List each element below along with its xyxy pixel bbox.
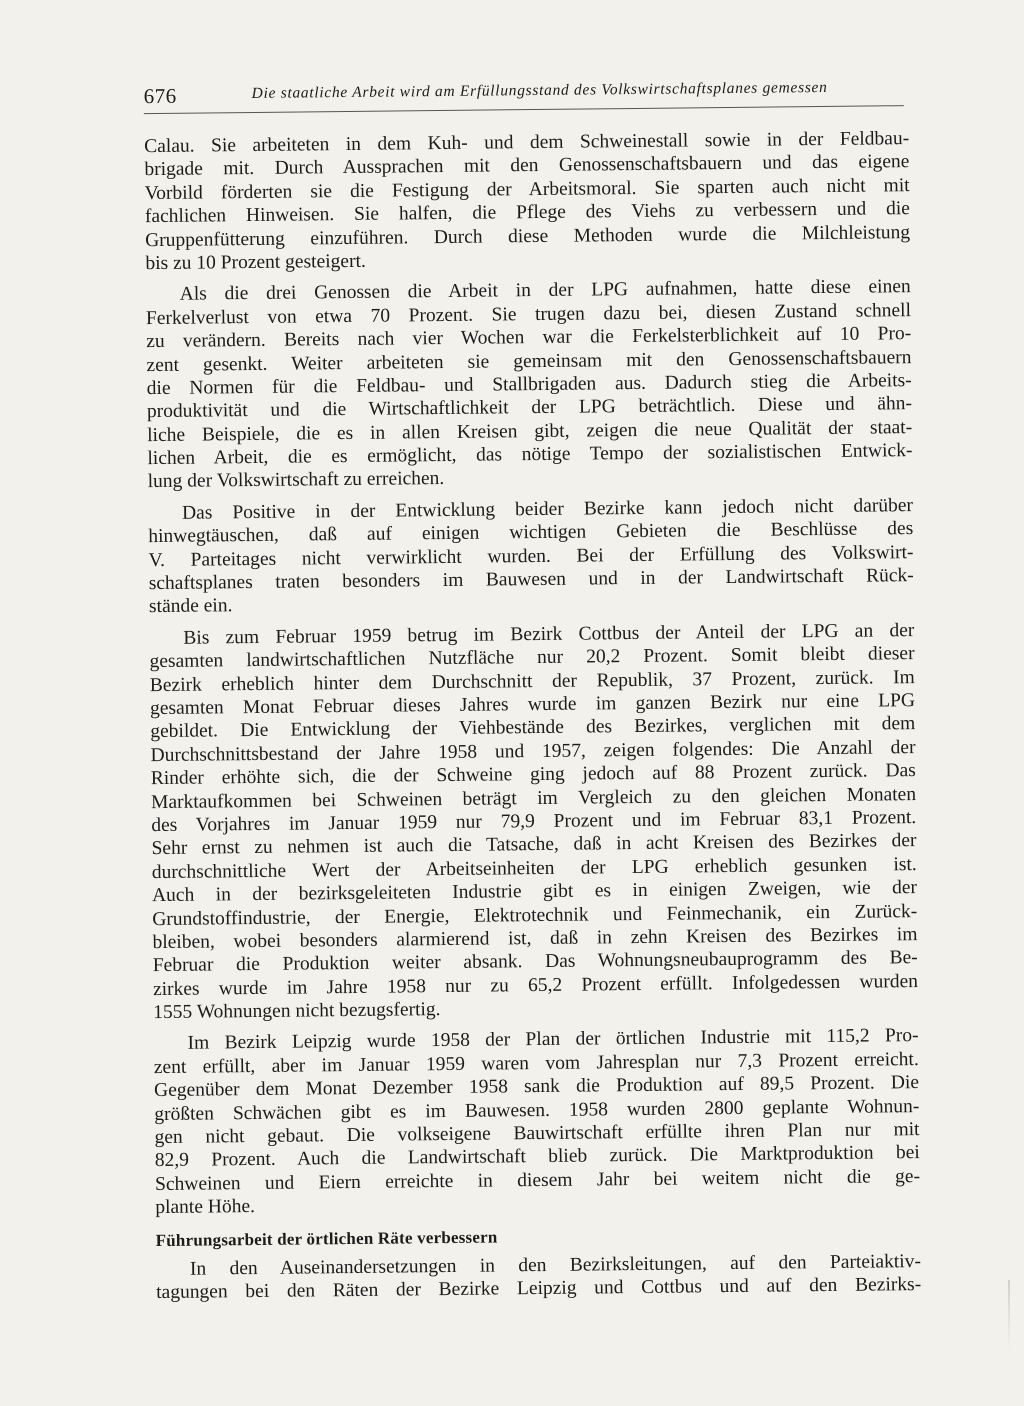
text-line: Im Bezirk Leipzig wurde 1958 der Plan der örtlichen Industrie mit 115,2 Pro- (187, 1025, 919, 1055)
paragraph-1 (144, 127, 910, 275)
text-line: In den Auseinandersetzungen in den Bezirksleitungen, auf den Parteiaktiv- (189, 1250, 922, 1280)
text-line: Rinder erhöhte sich, die der Schweine ging jedoch auf 88 Prozent zurück. Das (150, 760, 916, 790)
text-line: Vorbild förderten sie die Festigung der Arbeitsmoral. Sie sparten auch nicht mit (144, 174, 910, 204)
text-line: zent gesenkt. Weiter arbeiteten sie gemeinsam mit den Genossenschaftsbauern (146, 346, 912, 376)
text-line: des Vorjahres im Januar 1959 nur 79,9 Prozent und im Februar 83,1 Prozent. (151, 807, 917, 837)
text-line: 82,9 Prozent. Auch die Landwirtschaft blieb zurück. Die Marktproduktion bei (154, 1142, 920, 1172)
text-line: gebildet. Die Entwicklung der Viehbestände des Bezirkes, verglichen mit dem (150, 713, 916, 743)
text-line: Schweinen und Eiern erreichte in diesem Jahr bei weitem nicht die ge- (154, 1165, 921, 1195)
paragraph-3 (148, 494, 914, 619)
text-line: Gegenüber dem Monat Dezember 1958 sank die Produktion auf 89,5 Prozent. Die (153, 1072, 920, 1102)
paragraph-6 (156, 1250, 921, 1305)
text-line: Auch in der bezirksgeleiteten Industrie gibt es in einigen Zweigen, wie der (151, 877, 918, 907)
page-number: 676 (143, 83, 177, 109)
text-line: Durchschnittsbestand der Jahre 1958 und 1957, zeigen folgendes: Die Anzahl der (150, 736, 916, 766)
text-line: durchschnittliche Wert der Arbeitseinheiten der LPG erheblich gesunken ist. (151, 853, 917, 883)
text-line: stände ein. (148, 595, 233, 618)
text-line: Marktaufkommen bei Schweinen beträgt im Vergleich zu den gleichen Monaten (150, 783, 917, 813)
running-title: Die staatliche Arbeit wird am Erfüllungsstand des Volkswirtschaftsplanes gemessen (251, 78, 828, 102)
text-line: 1555 Wohnungen nicht bezugsfertig. (153, 999, 441, 1024)
text-line: lung der Volkswirtschaft zu erreichen. (147, 468, 445, 493)
text-line: zu verändern. Bereits nach vier Wochen war die Ferkelsterblichkeit auf 10 Pro- (146, 323, 912, 353)
text-line: Als die drei Genossen die Arbeit in der LPG aufnahmen, hatte diese einen (179, 276, 911, 306)
text-line: größten Schwächen gibt es im Bauwesen. 1958 wurden 2800 geplante Wohnun- (154, 1095, 920, 1125)
text-line: Februar die Produktion weiter absank. Das Wohnungsneubauprogramm des Be- (152, 947, 918, 977)
text-line: Das Positive in der Entwicklung beider Bezirke kann jedoch nicht darüber (181, 494, 914, 524)
text-line: die Normen für die Feldbau- und Stallbrigaden aus. Dadurch stieg die Arbeits- (146, 369, 912, 400)
text-line: V. Parteitages nicht verwirklicht wurden. Bei der Erfüllung des Volkswirt- (148, 541, 914, 571)
text-line: zirkes wurde im Jahre 1958 nur zu 65,2 Prozent erfüllt. Infolgedessen wurden (152, 970, 919, 1000)
section-heading: Führungsarbeit der örtlichen Räte verbessern (155, 1227, 498, 1250)
paragraph-4 (149, 619, 918, 1025)
text-line: bleiben, wobei besonders alarmierend ist, daß in zehn Kreisen des Bezirkes im (152, 923, 918, 953)
text-line: gen nicht gebaut. Die volkseigene Bauwirtschaft erfüllte ihren Plan nur mit (154, 1119, 920, 1149)
text-line: brigade mit. Durch Aussprachen mit den Genossenschaftsbauern und das eigene (144, 151, 910, 181)
text-line: produktivität und die Wirtschaftlichkeit der LPG beträchtlich. Diese und ähn- (146, 393, 913, 423)
text-line: lichen Arbeit, die es ermöglicht, das nötige Tempo der sozialistischen Entwick- (147, 440, 913, 470)
page-header (144, 74, 904, 112)
header-rule (144, 105, 904, 114)
text-line: Sehr ernst zu nehmen ist auch die Tatsache, daß in acht Kreisen des Bezirkes der (151, 830, 917, 860)
text-line: plante Höhe. (155, 1196, 256, 1219)
text-line: bis zu 10 Prozent gesteigert. (145, 250, 366, 275)
text-line: liche Beispiele, die es in allen Kreisen gibt, zeigen die neue Qualität der staat- (147, 416, 913, 446)
text-line: Calau. Sie arbeiteten in dem Kuh- und dem Schweinestall sowie in der Feldbau- (144, 128, 910, 158)
text-line: Grundstoffindustrie, der Energie, Elektrotechnik und Feinmechanik, ein Zurück- (152, 900, 918, 930)
text-line: hinwegtäuschen, daß auf einigen wichtigen Gebieten die Beschlüsse des (148, 518, 914, 548)
text-line: tagungen bei den Räten der Bezirke Leipzig und Cottbus und auf den Bezirks- (156, 1274, 922, 1304)
text-line: Gruppenfütterung einzuführen. Durch diese Methoden wurde die Milchleistung (145, 221, 911, 251)
text-line: Ferkelverlust von etwa 70 Prozent. Sie trugen dazu bei, diesen Zustand schnell (145, 299, 912, 329)
text-line: Bis zum Februar 1959 betrug im Bezirk Cottbus der Anteil der LPG an der (183, 619, 915, 649)
text-line: schaftsplanes traten besonders im Bauwesen und in der Landwirtschaft Rück- (148, 565, 914, 595)
text-line: zent erfüllt, aber im Januar 1959 waren vom Jahresplan nur 7,3 Prozent erreicht. (153, 1048, 919, 1078)
paragraph-5 (153, 1025, 920, 1220)
paragraph-2 (146, 275, 913, 494)
text-line: Bezirk erheblich hinter dem Durchschnitt der Republik, 37 Prozent, zurück. Im (149, 666, 915, 696)
text-line: fachlichen Hinweisen. Sie halfen, die Pflege des Viehs zu verbessern und die (144, 198, 910, 228)
text-line: gesamten landwirtschaftlichen Nutzfläche nur 20,2 Prozent. Somit bleibt dieser (149, 643, 915, 673)
page-edge-mark (1008, 1280, 1010, 1350)
text-line: gesamten Monat Februar dieses Jahres wurde im ganzen Bezirk nur eine LPG (149, 690, 916, 720)
body-text (144, 127, 921, 1312)
